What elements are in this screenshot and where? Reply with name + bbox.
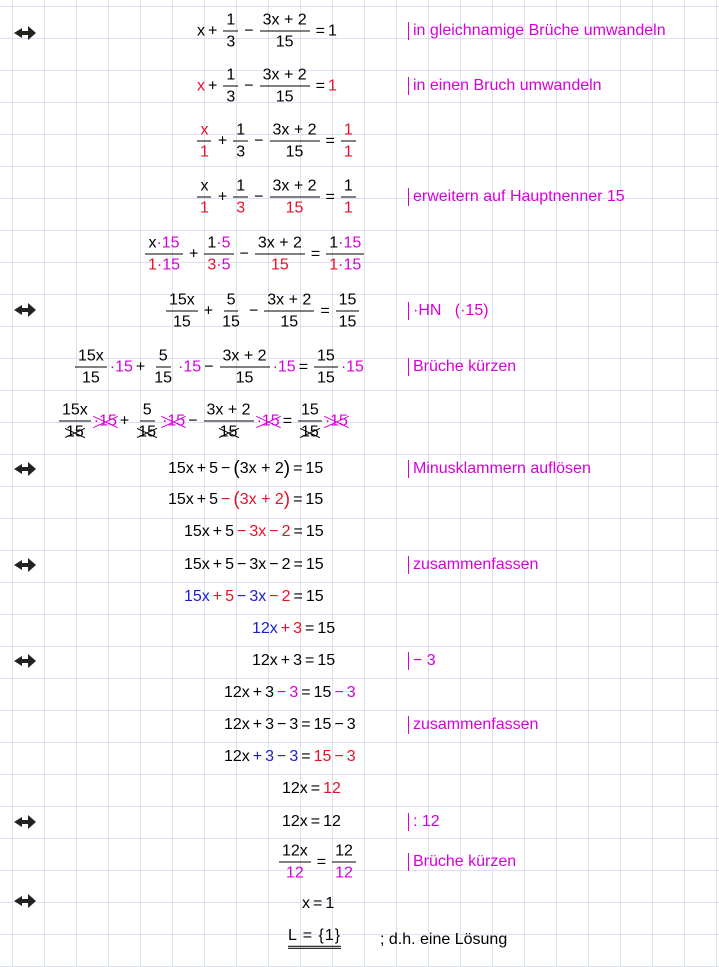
- evaluate-arrow-icon[interactable]: [12, 24, 38, 42]
- evaluate-arrow-icon[interactable]: [12, 460, 38, 478]
- step-comment: in gleichnamige Brüche umwandeln: [408, 22, 666, 40]
- equation[interactable]: 15x + 5 − ( 3x + 2 ) = 15: [168, 458, 324, 479]
- step-comment: Brüche kürzen: [408, 853, 516, 871]
- step-comment: erweitern auf Hauptnenner 15: [408, 188, 625, 206]
- step-comment: in einen Bruch umwandeln: [408, 77, 602, 95]
- step-comment: Minusklammern auflösen: [408, 460, 591, 478]
- equation[interactable]: 12x + 3 = 15: [252, 652, 336, 669]
- equation[interactable]: 15x + 5 − 3x − 2 = 15: [184, 556, 324, 573]
- step-comment: Brüche kürzen: [408, 358, 516, 376]
- equation[interactable]: x·15 1·15 + $\frac{1\cdot 5}{3\cdot 5}$ − $\frac{3x + 2}{15}$ = $\frac{1\cdot 15}{1\cdot 15}$: [142, 235, 367, 274]
- solution-set[interactable]: L = {1}: [288, 927, 341, 949]
- evaluate-arrow-icon[interactable]: [12, 301, 38, 319]
- evaluate-arrow-icon[interactable]: [12, 652, 38, 670]
- evaluate-arrow-icon[interactable]: [12, 813, 38, 831]
- equation[interactable]: x 1 + $\frac{1}{3}$ − $\frac{3x + 2}{15}$ = $\frac{1}{1}$: [194, 178, 359, 217]
- evaluate-arrow-icon[interactable]: [12, 556, 38, 574]
- equation[interactable]: x + $\frac{1}{3}$ − $\frac{3x + 2}{15}$ = 1: [197, 11, 337, 51]
- step-comment: − 3: [408, 652, 436, 670]
- step-comment: zusammenfassen: [408, 556, 538, 574]
- equation[interactable]: 15x + 5 − ( 3x + 2 ) = 15: [168, 489, 324, 510]
- equation[interactable]: 15x 15 ·15 + $\frac{5}{15}$ ·15 − $\frac{3x + 2}{15}$ ·15 = $\frac{15}{15}$ ·15: [56, 402, 348, 441]
- equation[interactable]: 12x + 3 − 3 = 15 − 3: [224, 684, 356, 701]
- equation[interactable]: 12x + 3 = 15: [252, 620, 336, 637]
- equation[interactable]: 12x = 12: [282, 813, 341, 830]
- step-comment: ·HN (·15): [408, 302, 489, 320]
- equation[interactable]: 15x 15 + $\frac{5}{15}$ − $\frac{3x + 2}{15}$ = $\frac{15}{15}$: [163, 292, 362, 331]
- equation[interactable]: 12x = 12: [282, 780, 341, 797]
- equation[interactable]: $\frac{12x}{12}$ = $\frac{12}{12}$: [276, 843, 359, 882]
- equation[interactable]: x + $\frac{1}{3}$ − $\frac{3x + 2}{15}$ = 1: [197, 66, 337, 106]
- equation[interactable]: 15x 15 ·15 + $\frac{5}{15}$ ·15 − $\frac{3x + 2}{15}$ ·15 = $\frac{15}{15}$ ·15: [72, 348, 364, 387]
- equation[interactable]: 15x + 5 − 3x − 2 = 15: [184, 588, 324, 605]
- step-comment: : 12: [408, 813, 440, 831]
- evaluate-arrow-icon[interactable]: [12, 892, 38, 910]
- equation[interactable]: 12x + 3 − 3 = 15 − 3: [224, 748, 356, 765]
- equation[interactable]: x = 1: [302, 895, 335, 912]
- equation[interactable]: 15x + 5 − 3x − 2 = 15: [184, 523, 324, 540]
- equation[interactable]: x 1 + $\frac{1}{3}$ − $\frac{3x + 2}{15}$ = $\frac{1}{1}$: [194, 122, 359, 161]
- equation[interactable]: 12x + 3 − 3 = 15 − 3: [224, 716, 356, 733]
- solution-note: ; d.h. eine Lösung: [380, 931, 508, 948]
- step-comment: zusammenfassen: [408, 716, 538, 734]
